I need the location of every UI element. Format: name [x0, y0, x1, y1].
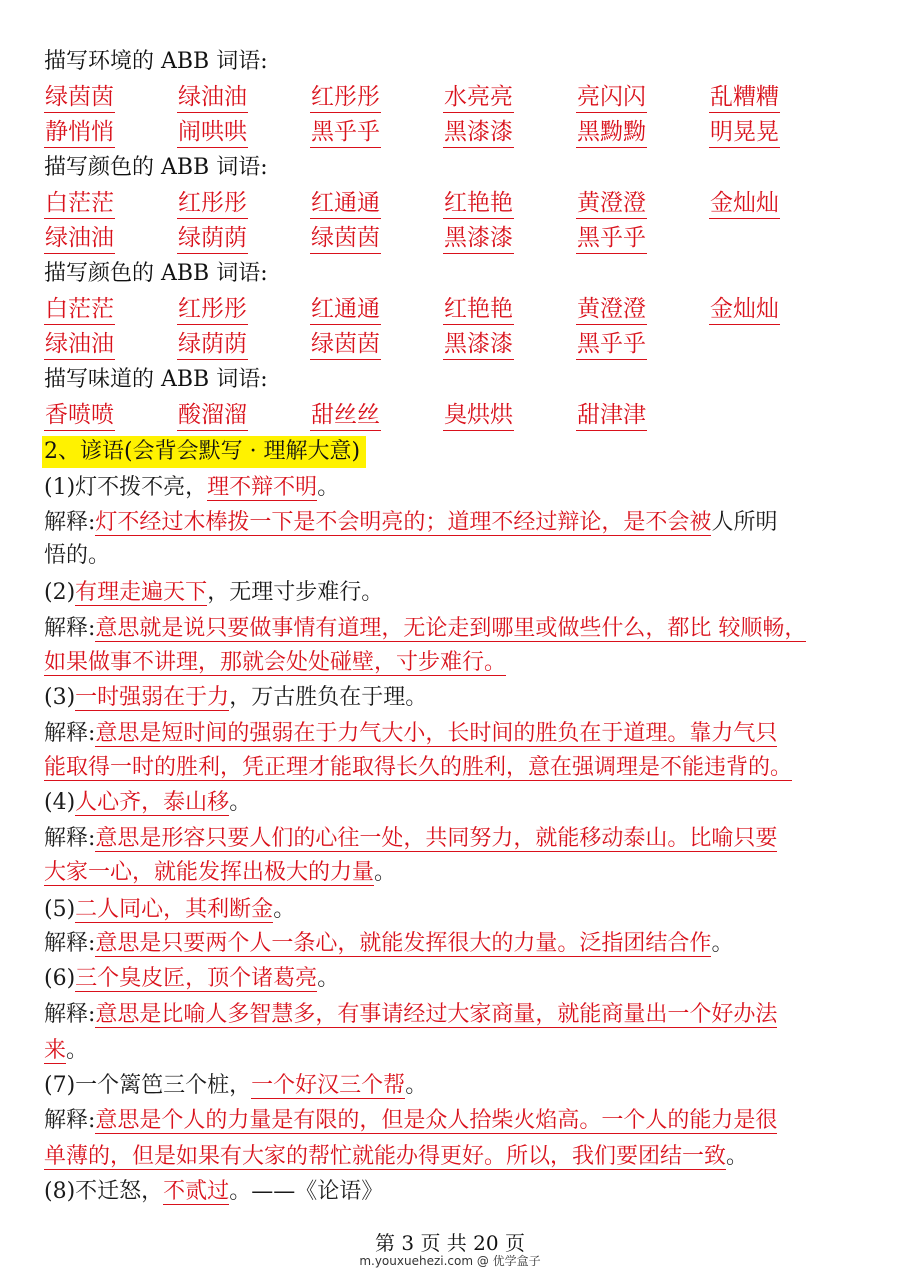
word: 红艳艳 [443, 188, 514, 219]
word: 黄澄澄 [576, 294, 647, 325]
explanation-line [44, 719, 864, 749]
explanation-text: 。 [66, 1038, 89, 1063]
explanation-label: 解释: [44, 721, 96, 746]
proverb-text: 。 [229, 790, 252, 815]
proverb-highlight: 不贰过 [163, 1179, 230, 1204]
proverb-text: 。 [405, 1073, 428, 1098]
word: 黑乎乎 [310, 117, 381, 148]
proverb-highlight: 理不辩不明 [207, 475, 318, 500]
section-title-environment: 描写环境的 ABB 词语: [44, 49, 268, 74]
word: 黑漆漆 [443, 329, 514, 360]
explanation-line [44, 929, 864, 959]
explanation-highlight: 来 [44, 1038, 67, 1063]
explanation-text: 。 [726, 1144, 749, 1169]
explanation-text: 。 [374, 860, 397, 885]
proverb-text: (5) [44, 897, 76, 922]
word: 乱糟糟 [709, 82, 780, 113]
section-title-color-repeat: 描写颜色的 ABB 词语: [44, 261, 268, 286]
word: 黑乎乎 [576, 223, 647, 254]
section-title-taste: 描写味道的 ABB 词语: [44, 367, 268, 392]
proverb-text: (2) [44, 580, 76, 605]
proverb-highlight: 二人同心，其利断金 [75, 897, 274, 922]
explanation-highlight: 如果做事不讲理，那就会处处碰壁，寸步难行。 [44, 650, 507, 675]
explanation-highlight: 意思是比喻人多智慧多，有事请经过大家商量，就能商量出一个好办法 [95, 1002, 778, 1027]
explanation-highlight: 大家一心，就能发挥出极大的力量 [44, 860, 375, 885]
word: 金灿灿 [709, 188, 780, 219]
word: 甜津津 [576, 400, 647, 431]
word: 静悄悄 [44, 117, 115, 148]
explanation-highlight: 灯不经过木棒拨一下是不会明亮的；道理不经过辩论，是不会被 [95, 510, 712, 535]
proverb-highlight: 一个好汉三个帮 [251, 1073, 406, 1098]
word: 明晃晃 [709, 117, 780, 148]
proverb-text: ，万古胜负在于理。 [229, 685, 428, 710]
explanation-highlight: 意思是只要两个人一条心，就能发挥很大的力量。泛指团结合作 [95, 931, 712, 956]
explanation-line [44, 648, 864, 678]
word: 绿荫荫 [177, 329, 248, 360]
explanation-highlight: 意思就是说只要做事情有道理，无论走到哪里或做些什么，都比 较顺畅， [95, 616, 807, 641]
explanation-text: 。 [711, 931, 734, 956]
word: 红彤彤 [177, 294, 248, 325]
explanation-line [44, 1036, 864, 1066]
explanation-label: 解释: [44, 1002, 96, 1027]
explanation-highlight: 意思是个人的力量是有限的，但是众人拾柴火焰高。一个人的能力是很 [95, 1108, 778, 1133]
explanation-line [44, 1142, 864, 1172]
proverb-text: (8)不迁怒， [44, 1179, 164, 1204]
proverb-highlight: 有理走遍天下 [75, 580, 208, 605]
proverb-line [44, 683, 864, 713]
word: 甜丝丝 [310, 400, 381, 431]
word: 绿油油 [44, 329, 115, 360]
word: 绿茵茵 [44, 82, 115, 113]
proverb-text: 。——《论语》 [229, 1179, 384, 1204]
word: 红通通 [310, 294, 381, 325]
proverb-text: ，无理寸步难行。 [207, 580, 384, 605]
word: 闹哄哄 [177, 117, 248, 148]
explanation-label: 解释: [44, 1108, 96, 1133]
proverb-text: (3) [44, 685, 76, 710]
word: 香喷喷 [44, 400, 115, 431]
proverb-line [44, 473, 864, 503]
proverb-highlight: 人心齐，泰山移 [75, 790, 230, 815]
page-number: 第 3 页 共 20 页 [375, 1231, 525, 1255]
word: 亮闪闪 [576, 82, 647, 113]
word: 黑漆漆 [443, 117, 514, 148]
word: 绿油油 [44, 223, 115, 254]
explanation-line [44, 541, 864, 571]
proverb-text: 。 [317, 475, 340, 500]
section-title-color: 描写颜色的 ABB 词语: [44, 155, 268, 180]
proverb-text: 。 [317, 966, 340, 991]
explanation-line [44, 858, 864, 888]
proverb-text: 。 [273, 897, 296, 922]
word: 红艳艳 [443, 294, 514, 325]
word: 白茫茫 [44, 294, 115, 325]
word: 绿茵茵 [310, 223, 381, 254]
word: 红彤彤 [177, 188, 248, 219]
explanation-highlight: 意思是短时间的强弱在于力气大小，长时间的胜负在于道理。靠力气只 [95, 721, 778, 746]
word: 白茫茫 [44, 188, 115, 219]
explanation-line [44, 508, 864, 538]
explanation-highlight: 单薄的，但是如果有大家的帮忙就能办得更好。所以，我们要团结一致 [44, 1144, 727, 1169]
word: 绿油油 [177, 82, 248, 113]
explanation-line [44, 824, 864, 854]
word: 黄澄澄 [576, 188, 647, 219]
word: 红彤彤 [310, 82, 381, 113]
explanation-label: 解释: [44, 826, 96, 851]
explanation-label: 解释: [44, 616, 96, 641]
word: 黑漆漆 [443, 223, 514, 254]
proverb-highlight: 三个臭皮匠，顶个诸葛亮 [75, 966, 318, 991]
explanation-line [44, 1106, 864, 1136]
word: 水亮亮 [443, 82, 514, 113]
explanation-highlight: 意思是形容只要人们的心往一处，共同努力，就能移动泰山。比喻只要 [95, 826, 778, 851]
word: 红通通 [310, 188, 381, 219]
explanation-line [44, 1000, 864, 1030]
proverb-line [44, 1071, 864, 1101]
explanation-label: 解释: [44, 931, 96, 956]
word: 绿荫荫 [177, 223, 248, 254]
site-watermark: m.youxuehezi.com @ 优学盒子 [359, 1254, 541, 1268]
word: 酸溜溜 [177, 400, 248, 431]
word: 黑乎乎 [576, 329, 647, 360]
word: 黑黝黝 [576, 117, 647, 148]
word: 臭烘烘 [443, 400, 514, 431]
proverb-line [44, 578, 864, 608]
proverb-line [44, 1177, 864, 1207]
proverb-line [44, 895, 864, 925]
word: 金灿灿 [709, 294, 780, 325]
explanation-text: 人所明 [711, 510, 778, 535]
explanation-line [44, 753, 864, 783]
proverb-line [44, 964, 864, 994]
proverb-line [44, 788, 864, 818]
explanation-text: 悟的。 [44, 543, 111, 568]
proverb-text: (1)灯不拨不亮， [44, 475, 208, 500]
explanation-line [44, 614, 864, 644]
section-heading-proverbs: 2、谚语(会背会默写 · 理解大意) [42, 436, 366, 468]
proverb-text: (7)一个篱笆三个桩， [44, 1073, 252, 1098]
proverb-highlight: 一时强弱在于力 [75, 685, 230, 710]
explanation-highlight: 能取得一时的胜利，凭正理才能取得长久的胜利，意在强调理是不能违背的。 [44, 755, 793, 780]
proverb-text: (4) [44, 790, 76, 815]
word: 绿茵茵 [310, 329, 381, 360]
proverb-text: (6) [44, 966, 76, 991]
explanation-label: 解释: [44, 510, 96, 535]
